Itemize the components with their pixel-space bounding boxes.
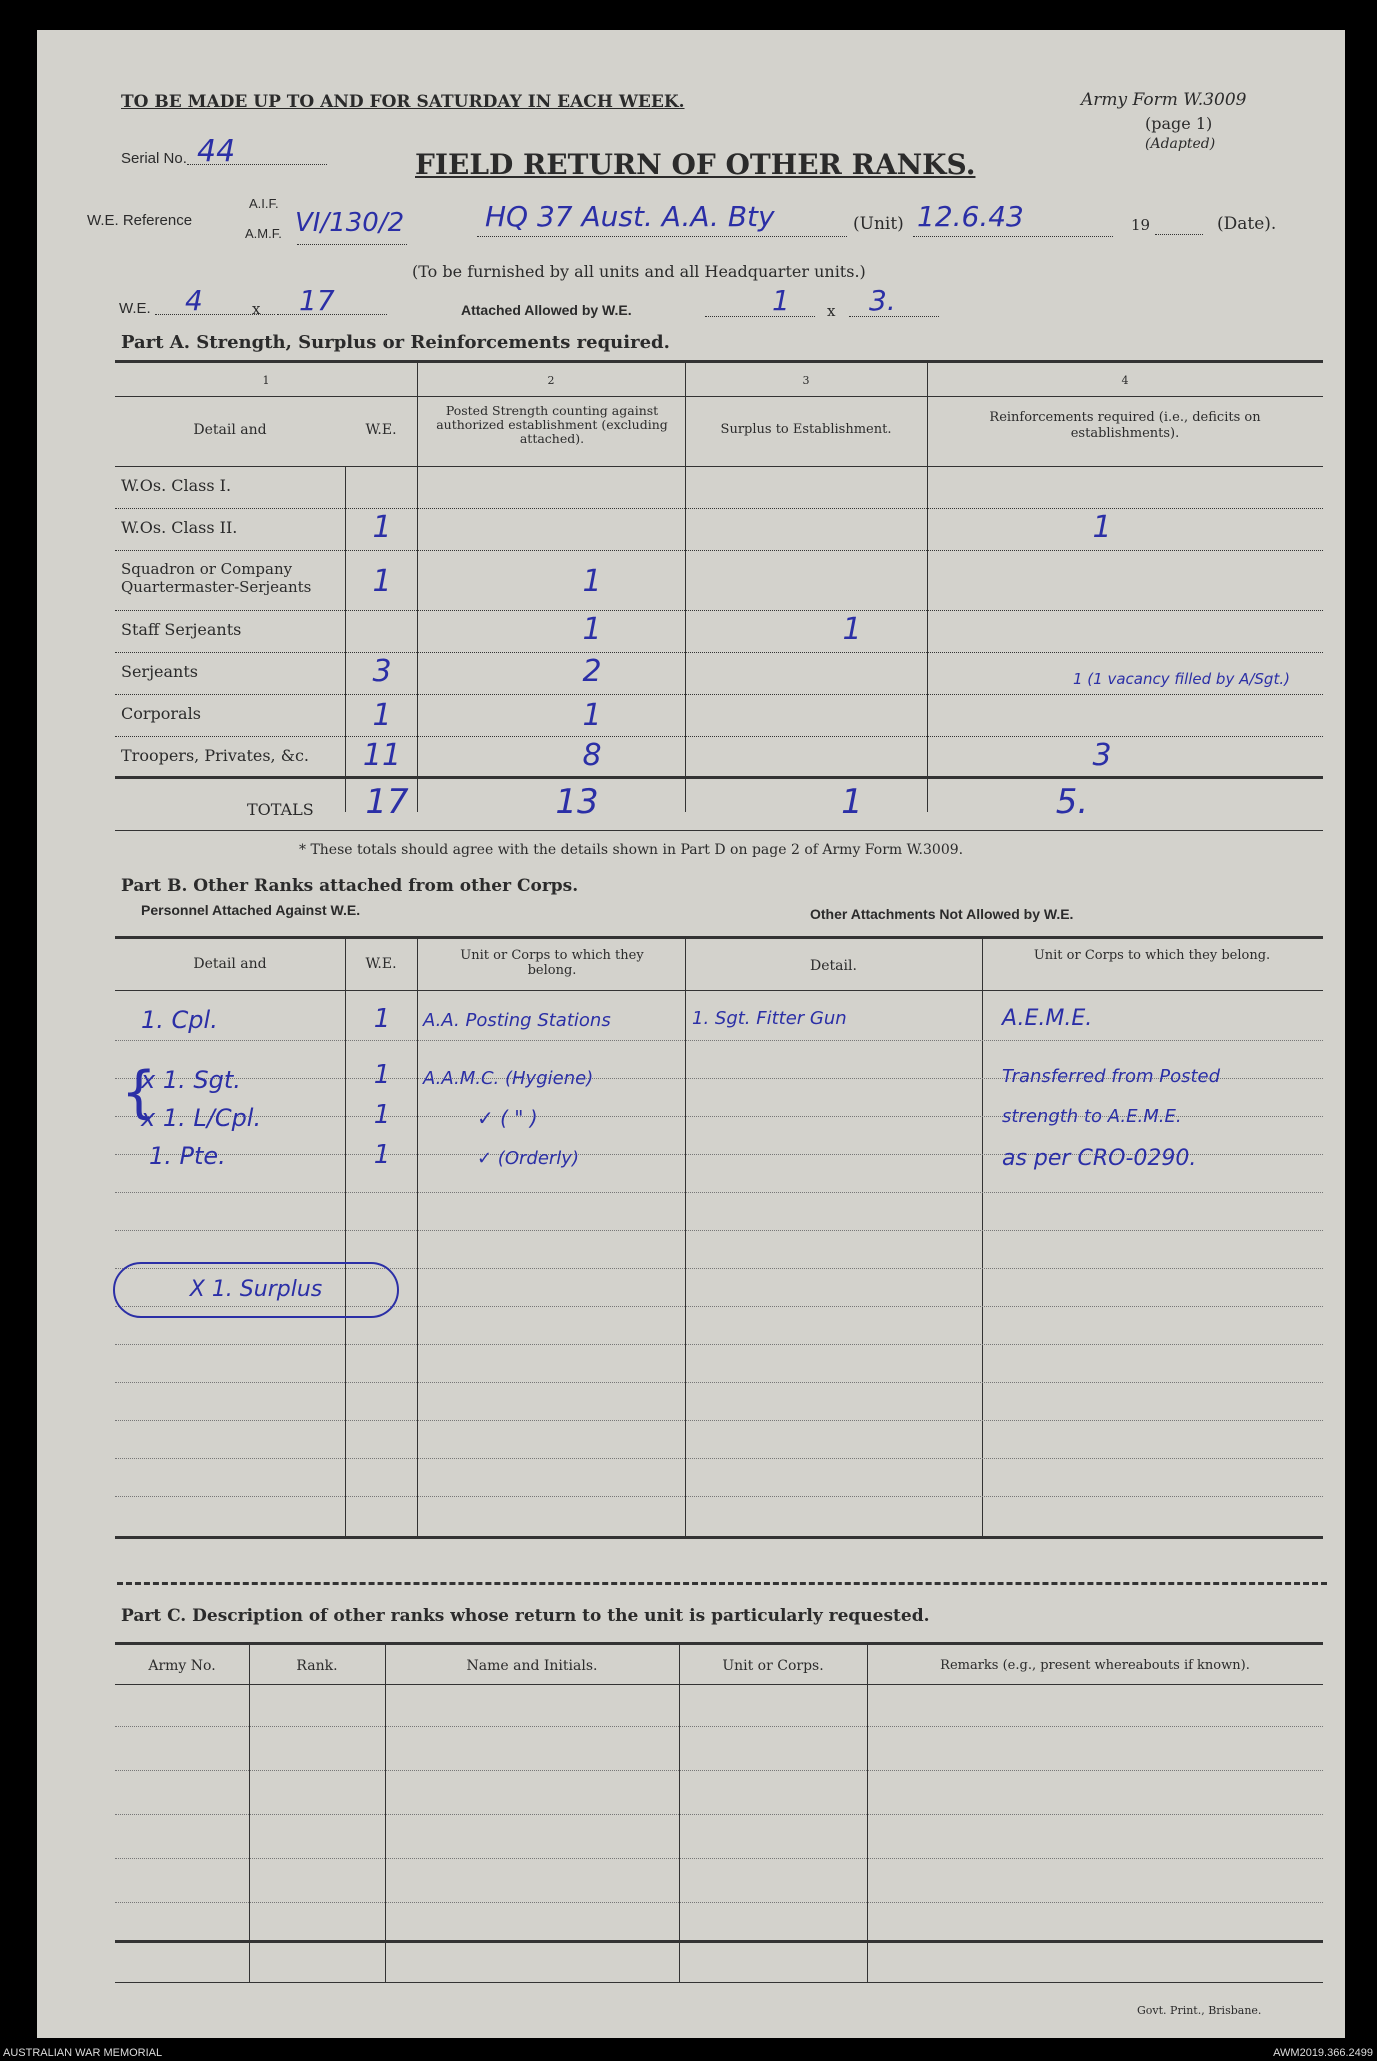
value-posted: 2 [582, 654, 602, 689]
part-b-row-rule [115, 1344, 1323, 1345]
we-b-value: 17 [299, 284, 335, 317]
brace-icon: { [121, 1060, 157, 1125]
c-col-header: Rank. [296, 1658, 338, 1674]
date-label: (Date). [1217, 214, 1277, 234]
part-c-col-divider [867, 1642, 868, 1982]
row-label-cpl: Corporals [121, 704, 201, 723]
value-posted: 8 [582, 738, 602, 773]
b-row-unit2: Transferred from Posted [1002, 1066, 1221, 1087]
perforation-line [117, 1582, 1327, 1585]
serial-label: Serial No. [121, 150, 187, 167]
part-c-row-rule [115, 1770, 1323, 1771]
b-row-we: 1 [373, 1140, 391, 1170]
year-line [1155, 234, 1203, 235]
part-b-bottom-rule [115, 1536, 1323, 1539]
part-b-col-divider [417, 936, 418, 1536]
b-row-detail: x 1. L/Cpl. [141, 1104, 262, 1132]
part-a-heading: Part A. Strength, Surplus or Reinforcements required. [121, 332, 670, 353]
att-b-line [849, 316, 939, 317]
b-row-unit: A.A.M.C. (Hygiene) [423, 1068, 594, 1089]
b-row-unit: A.A. Posting Stations [423, 1010, 611, 1031]
c-col-header: Army No. [148, 1658, 216, 1674]
part-c-col-divider [249, 1642, 250, 1982]
row-rule [115, 610, 1323, 611]
furnish-note: (To be furnished by all units and all Headquarter units.) [412, 262, 866, 281]
part-b-row-rule [115, 1230, 1323, 1231]
value-reinf: 3 [1092, 738, 1112, 773]
year-label: 19 [1131, 216, 1151, 234]
part-c-row-rule [115, 1814, 1323, 1815]
col-number: 3 [802, 374, 810, 387]
row-label-sgt: Serjeants [121, 662, 198, 681]
b-row-unit2: strength to A.E.M.E. [1002, 1106, 1182, 1127]
part-b-right-sub: Other Attachments Not Allowed by W.E. [810, 906, 1074, 922]
part-b-heading: Part B. Other Ranks attached from other Corps. [121, 876, 579, 896]
date-line [913, 236, 1113, 237]
value-we: 1 [372, 698, 392, 733]
form-sheet [37, 30, 1345, 2038]
footer-right: AWM2019.366.2499 [1273, 2047, 1373, 2059]
value-we: 3 [372, 654, 392, 689]
b-row-we: 1 [373, 1004, 391, 1034]
total-reinf: 5. [1055, 782, 1089, 822]
total-posted: 13 [555, 782, 599, 822]
unit-line [477, 236, 847, 237]
part-c-row-rule [115, 1858, 1323, 1859]
row-rule [115, 550, 1323, 551]
value-posted: 1 [582, 612, 602, 647]
row-label-wo2: W.Os. Class II. [121, 518, 238, 537]
part-a-top-rule [115, 360, 1323, 363]
adapted-note: (Adapted) [1145, 136, 1216, 152]
surplus-note: X 1. Surplus [113, 1262, 399, 1318]
page-title: FIELD RETURN OF OTHER RANKS. [415, 148, 976, 181]
value-we: 1 [372, 564, 392, 599]
b-row-unit: ✓ (Orderly) [477, 1148, 579, 1169]
b-col-header-detail2: Detail. [810, 958, 857, 974]
row-rule [115, 652, 1323, 653]
value-posted: 1 [582, 564, 602, 599]
amf-label: A.M.F. [245, 226, 282, 241]
part-b-col-divider [982, 936, 983, 1536]
amf-value: VI/130/2 [295, 208, 405, 238]
totals-rule [115, 776, 1323, 779]
part-b-col-divider [345, 936, 346, 1536]
we-reference-label: W.E. Reference [87, 212, 193, 229]
part-b-row-rule [115, 1192, 1323, 1193]
part-c-final-rule [115, 1982, 1323, 1983]
value-posted: 1 [582, 698, 602, 733]
totals-footnote: * These totals should agree with the details shown in Part D on page 2 of Army Form W.3009. [299, 842, 964, 858]
part-c-top-rule [115, 1642, 1323, 1645]
part-b-row-rule [115, 1458, 1323, 1459]
row-rule [115, 508, 1323, 509]
row-label-staff-sgt: Staff Serjeants [121, 620, 242, 639]
col-header-we: W.E. [365, 422, 397, 438]
total-we: 17 [365, 782, 409, 822]
part-c-col-divider [385, 1642, 386, 1982]
row-label-wo1: W.Os. Class I. [121, 476, 232, 495]
b-row-detail: 1. Cpl. [141, 1006, 218, 1034]
part-b-row-rule [115, 1420, 1323, 1421]
serial-value: 44 [197, 134, 236, 169]
b-row-unit2: as per CRO-0290. [1002, 1146, 1197, 1171]
value-surplus: 1 [842, 612, 862, 647]
aif-label: A.I.F. [249, 196, 279, 211]
b-row-unit: ✓ ( " ) [477, 1106, 538, 1130]
amf-line [297, 244, 407, 245]
part-b-row-rule [115, 1382, 1323, 1383]
we-x: x [252, 300, 261, 318]
b-col-header-we: W.E. [365, 956, 397, 972]
part-a-we-divider [345, 466, 346, 812]
we-label: W.E. [119, 300, 151, 317]
att-b-value: 3. [869, 284, 896, 317]
part-b-row-rule [115, 1040, 1323, 1041]
b-row-we: 1 [373, 1060, 391, 1090]
c-col-header: Remarks (e.g., present whereabouts if known). [940, 1658, 1250, 1673]
row-label-cqms: Squadron or Company Quartermaster-Serjeants [121, 560, 312, 596]
col-header-surplus: Surplus to Establishment. [720, 422, 892, 437]
part-b-header-rule [115, 990, 1323, 991]
part-c-header-rule [115, 1684, 1323, 1685]
unit-label: (Unit) [853, 214, 904, 234]
b-col-header-unit2: Unit or Corps to which they belong. [1033, 948, 1271, 963]
part-c-heading: Part C. Description of other ranks whose return to the unit is particularly requested. [121, 1606, 930, 1626]
value-we: 11 [362, 738, 402, 773]
col-number: 4 [1121, 374, 1129, 387]
row-label-pte: Troopers, Privates, &c. [121, 746, 310, 765]
totals-bottom-rule [115, 830, 1323, 831]
b-row-unit2: A.E.M.E. [1002, 1006, 1093, 1031]
we-a-value: 4 [185, 284, 203, 317]
attached-label: Attached Allowed by W.E. [461, 302, 632, 318]
value-reinf-note: 1 (1 vacancy filled by A/Sgt.) [1073, 670, 1290, 688]
part-b-col-divider [685, 936, 686, 1536]
part-a-header-rule [115, 466, 1323, 467]
col-header-detail: Detail and [193, 422, 267, 438]
footer-bar [0, 2046, 1377, 2061]
part-b-top-rule [115, 936, 1323, 939]
instruction-text: TO BE MADE UP TO AND FOR SATURDAY IN EACH WEEK. [121, 92, 685, 112]
c-col-header: Name and Initials. [466, 1658, 598, 1674]
col-number: 2 [547, 374, 555, 387]
c-col-header: Unit or Corps. [722, 1658, 824, 1674]
part-c-row-rule [115, 1726, 1323, 1727]
row-rule [115, 736, 1323, 737]
printer-note: Govt. Print., Brisbane. [1137, 2004, 1262, 2017]
part-b-left-sub: Personnel Attached Against W.E. [141, 902, 361, 918]
part-a-col-divider [927, 360, 928, 812]
b-col-header-detail: Detail and [193, 956, 267, 972]
col-header-reinforcements: Reinforcements required (i.e., deficits on establishments). [989, 410, 1261, 441]
b-row-detail: x 1. Sgt. [141, 1066, 241, 1094]
date-value: 12.6.43 [917, 200, 1024, 233]
row-rule [115, 694, 1323, 695]
unit-value: HQ 37 Aust. A.A. Bty [485, 200, 775, 233]
part-c-row-rule [115, 1902, 1323, 1903]
b-row-we: 1 [373, 1100, 391, 1130]
totals-label: TOTALS [247, 800, 314, 819]
col-header-posted: Posted Strength counting against authorized establishment (excluding attached). [436, 403, 668, 446]
b-col-header-unit: Unit or Corps to which they belong. [460, 948, 644, 978]
att-a-value: 1 [772, 284, 790, 317]
att-a-line [705, 316, 815, 317]
part-c-col-divider [679, 1642, 680, 1982]
b-row-detail: 1. Pte. [149, 1142, 226, 1170]
form-name: Army Form W.3009 [1081, 90, 1247, 110]
part-b-row-rule [115, 1496, 1323, 1497]
value-reinf: 1 [1092, 510, 1112, 545]
we-b-line [277, 314, 387, 315]
part-a-number-rule [115, 396, 1323, 397]
total-surplus: 1 [841, 782, 863, 822]
att-x: x [827, 302, 836, 320]
part-a-col-divider [417, 360, 418, 812]
col-number: 1 [262, 374, 270, 387]
part-c-bottom-rule [115, 1940, 1323, 1943]
b-row-detail2: 1. Sgt. Fitter Gun [692, 1008, 847, 1029]
page-indicator: (page 1) [1145, 114, 1213, 133]
footer-left: AUSTRALIAN WAR MEMORIAL [3, 2047, 163, 2059]
value-we: 1 [372, 510, 392, 545]
